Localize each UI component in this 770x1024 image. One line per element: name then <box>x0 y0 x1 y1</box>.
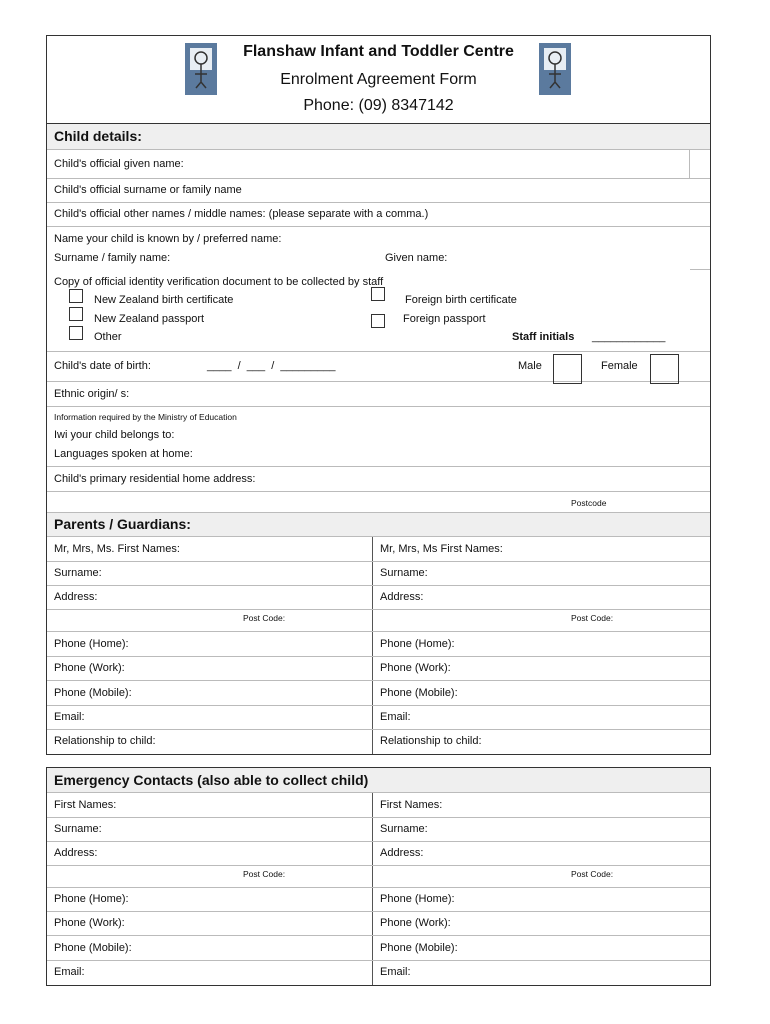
parent1-phone-home[interactable]: Phone (Home): <box>54 638 129 650</box>
parent2-address[interactable]: Address: <box>372 586 710 609</box>
home-postcode-label: Postcode <box>571 498 607 508</box>
parent2-phone-home[interactable]: Phone (Home): <box>372 632 710 656</box>
contact1-phone-work[interactable]: Phone (Work): <box>54 917 125 929</box>
table-row <box>47 888 710 912</box>
parent1-first-names[interactable]: Mr, Mrs, Ms. First Names: <box>54 543 180 555</box>
table-row <box>47 537 710 562</box>
parent2-first-names[interactable]: Mr, Mrs, Ms First Names: <box>372 537 710 561</box>
child-other-names-label: Child's official other names / middle names: (please separate with a comma.) <box>54 208 429 220</box>
surname-family-label[interactable]: Surname / family name: <box>54 252 171 264</box>
foreign-birth-cert-label: Foreign birth certificate <box>405 294 517 306</box>
child-given-name-label: Child's official given name: <box>54 158 184 170</box>
child-other-names-row[interactable] <box>47 203 710 227</box>
table-row <box>47 586 710 610</box>
parent2-relationship[interactable]: Relationship to child: <box>372 730 710 754</box>
contact2-phone-home[interactable]: Phone (Home): <box>372 888 710 911</box>
iwi-label[interactable]: Iwi your child belongs to: <box>54 429 175 441</box>
contact2-phone-work[interactable]: Phone (Work): <box>372 912 710 935</box>
id-copy-label: Copy of official identity verification document to be collected by staff <box>54 276 384 288</box>
table-row <box>47 730 710 754</box>
field-divider <box>689 150 690 178</box>
home-address-row[interactable] <box>47 467 710 492</box>
table-row <box>47 912 710 936</box>
staff-initials-line[interactable]: ____________ <box>592 331 666 343</box>
contact2-address[interactable]: Address: <box>372 842 710 865</box>
table-row <box>47 610 710 632</box>
form-subtitle: Enrolment Agreement Form <box>280 71 477 88</box>
parent1-address[interactable]: Address: <box>54 591 98 603</box>
table-row <box>47 793 710 818</box>
languages-label[interactable]: Languages spoken at home: <box>54 448 193 460</box>
parent2-phone-mobile[interactable]: Phone (Mobile): <box>372 681 710 705</box>
contact1-phone-home[interactable]: Phone (Home): <box>54 893 129 905</box>
dob-gender-row <box>47 352 710 382</box>
table-row <box>47 562 710 586</box>
other-doc-checkbox[interactable] <box>69 326 83 340</box>
form-header <box>47 36 710 124</box>
home-postcode-row[interactable] <box>47 492 710 513</box>
child-surname-label: Child's official surname or family name <box>54 184 242 196</box>
emergency-contacts-form <box>46 767 711 986</box>
centre-phone: Phone: (09) 8347142 <box>303 97 454 114</box>
table-row <box>47 632 710 657</box>
parent1-postcode[interactable] <box>47 610 372 631</box>
table-row <box>47 657 710 681</box>
form-title: Flanshaw Infant and Toddler Centre <box>243 43 514 60</box>
home-address-label: Child's primary residential home address: <box>54 473 256 485</box>
emergency-heading: Emergency Contacts (also able to collect child) <box>47 768 710 793</box>
contact1-first-names[interactable]: First Names: <box>54 799 117 811</box>
dob-label: Child's date of birth: <box>54 360 151 372</box>
foreign-passport-checkbox[interactable] <box>371 314 385 328</box>
parent1-surname[interactable]: Surname: <box>54 567 102 579</box>
contact1-phone-mobile[interactable]: Phone (Mobile): <box>54 942 132 954</box>
foreign-birth-cert-checkbox[interactable] <box>371 287 385 301</box>
male-label: Male <box>518 360 542 372</box>
child-given-name-row[interactable] <box>47 150 710 179</box>
parent2-surname[interactable]: Surname: <box>372 562 710 585</box>
child-surname-row[interactable] <box>47 179 710 203</box>
parent1-phone-mobile[interactable]: Phone (Mobile): <box>54 687 132 699</box>
field-divider <box>690 269 710 270</box>
given-name-label[interactable]: Given name: <box>385 252 448 264</box>
table-row <box>47 866 710 888</box>
contact2-email[interactable]: Email: <box>372 961 710 985</box>
contact1-surname[interactable]: Surname: <box>54 823 102 835</box>
table-row <box>47 681 710 706</box>
parent1-postcode-label: Post Code: <box>243 613 286 623</box>
parent1-relationship[interactable]: Relationship to child: <box>54 735 156 747</box>
parent2-postcode-label: Post Code: <box>571 613 614 623</box>
contact2-surname[interactable]: Surname: <box>372 818 710 841</box>
child-identity-block <box>47 227 710 352</box>
parent2-phone-work[interactable]: Phone (Work): <box>372 657 710 680</box>
ethnic-origin-label: Ethnic origin/ s: <box>54 388 130 400</box>
nz-passport-label: New Zealand passport <box>94 313 205 325</box>
contact1-postcode-label: Post Code: <box>243 869 286 879</box>
contact2-first-names[interactable]: First Names: <box>372 793 710 817</box>
parent1-phone-work[interactable]: Phone (Work): <box>54 662 125 674</box>
parents-heading: Parents / Guardians: <box>47 513 710 537</box>
table-row <box>47 842 710 866</box>
table-row <box>47 936 710 961</box>
foreign-passport-label: Foreign passport <box>403 313 486 325</box>
contact2-postcode[interactable] <box>372 866 710 887</box>
contact1-postcode[interactable] <box>47 866 372 887</box>
moe-block <box>47 407 710 467</box>
nz-birth-cert-label: New Zealand birth certificate <box>94 294 234 306</box>
table-row <box>47 961 710 985</box>
table-row <box>47 706 710 730</box>
parent2-postcode[interactable] <box>372 610 710 631</box>
parent2-email[interactable]: Email: <box>372 706 710 729</box>
female-checkbox[interactable] <box>650 354 679 384</box>
contact1-email[interactable]: Email: <box>54 966 85 978</box>
male-checkbox[interactable] <box>553 354 582 384</box>
contact2-postcode-label: Post Code: <box>571 869 614 879</box>
dob-input[interactable]: ____ / ___ / _________ <box>207 360 336 372</box>
parent1-email[interactable]: Email: <box>54 711 85 723</box>
female-label: Female <box>601 360 638 372</box>
contact1-address[interactable]: Address: <box>54 847 98 859</box>
enrolment-form <box>46 35 711 755</box>
nz-birth-cert-checkbox[interactable] <box>69 289 83 303</box>
child-details-heading: Child details: <box>47 124 710 150</box>
contact2-phone-mobile[interactable]: Phone (Mobile): <box>372 936 710 960</box>
staff-initials-label: Staff initials <box>512 331 575 343</box>
ethnic-origin-row[interactable] <box>47 382 710 407</box>
other-doc-label: Other <box>94 331 122 343</box>
nz-passport-checkbox[interactable] <box>69 307 83 321</box>
known-by-label: Name your child is known by / preferred name: <box>54 233 282 245</box>
table-row <box>47 818 710 842</box>
moe-note: Information required by the Ministry of Education <box>54 412 237 422</box>
